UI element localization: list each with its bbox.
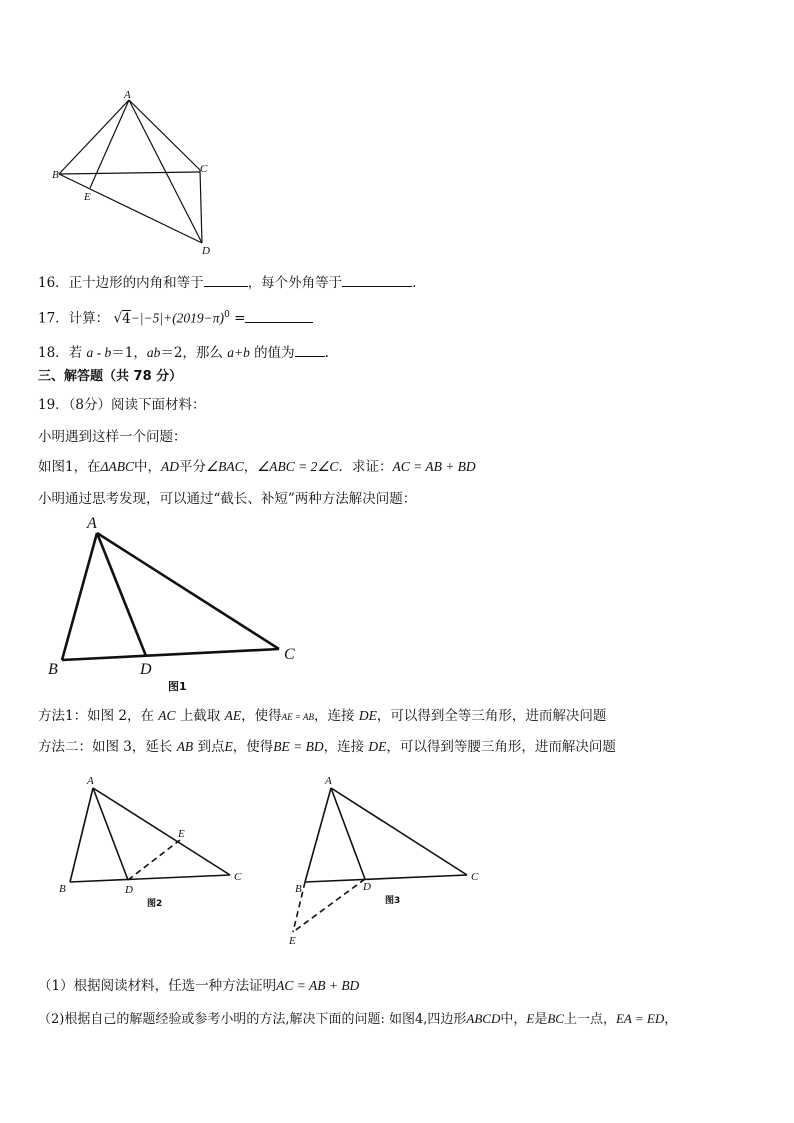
seg-AB (305, 788, 331, 882)
seg-AC (129, 100, 200, 170)
question-16: 16．正十边形的内角和等于 ，每个外角等于 ． (38, 272, 426, 292)
label-E: E (289, 935, 296, 947)
part-1: （1）根据阅读材料，任选一种方法证明AC = AB + BD (38, 978, 360, 994)
answer-blank-16b[interactable] (342, 272, 412, 287)
label-B: B (52, 169, 59, 181)
answer-blank-16a[interactable] (204, 272, 248, 287)
label-C: C (234, 871, 242, 883)
label-B: B (48, 661, 58, 678)
sqrt-symbol: √ (113, 310, 123, 327)
label-C: C (471, 871, 479, 883)
sqrt-radicand: 4 (122, 310, 131, 327)
seg-AD (93, 788, 128, 880)
seg-AB (62, 533, 97, 660)
label-D: D (363, 881, 371, 893)
method-1: 方法1：如图 2，在 AC 上截取 AE，使得AE = AB，连接 DE，可以得到全等三角形，进而解决问题 (38, 708, 607, 724)
label-A: A (87, 515, 97, 532)
seg-AB (59, 100, 129, 174)
label-B: B (59, 883, 66, 895)
q19-line1: 小明遇到这样一个问题： (38, 429, 187, 445)
seg-BC (305, 875, 467, 882)
seg-AC (97, 533, 279, 649)
seg-AD (97, 533, 146, 656)
seg-BD (59, 174, 202, 243)
figure-1 (44, 512, 314, 697)
label-C: C (200, 163, 208, 175)
question-18: 18．若 a - b＝1，ab＝2，那么 a+b 的值为 . (38, 342, 329, 362)
part-2: （2)根据自己的解题经验或参考小明的方法,解决下面的问题: 如图4,四边形ABCD中，E是BC上一点，EA = ED， (38, 1011, 678, 1027)
seg-DE (128, 840, 180, 880)
label-C: C (284, 646, 295, 663)
answer-blank-17[interactable] (245, 308, 313, 323)
label-A: A (87, 775, 94, 787)
seg-BC (62, 649, 279, 660)
top-figure (50, 90, 220, 260)
label-A: A (124, 89, 131, 101)
question-17: 17．计算： $√4-|-5|+(2019-\pi)^0$ = (38, 306, 313, 328)
seg-AD (331, 788, 365, 879)
caption-fig3: 图3 (385, 896, 401, 906)
q19-line2: 如图1，在ΔABC中，AD平分∠BAC，∠ABC = 2∠C．求证：AC = AB + BD (38, 459, 476, 475)
seg-AD (129, 100, 202, 243)
seg-AC (93, 788, 230, 875)
label-A: A (325, 775, 332, 787)
caption-fig2: 图2 (147, 899, 163, 909)
figure-2 (55, 772, 255, 912)
seg-AB (70, 788, 93, 882)
label-D: D (202, 245, 210, 257)
q19-intro: 19．（8分）阅读下面材料： (38, 397, 206, 413)
seg-AE (90, 100, 129, 188)
label-B: B (295, 883, 302, 895)
section-title: 三、解答题（共 78 分） (38, 369, 183, 384)
q19-line3: 小明通过思考发现，可以通过“截长、补短”两种方法解决问题： (38, 491, 417, 507)
seg-BC (59, 172, 200, 174)
answer-blank-18[interactable] (295, 342, 325, 357)
caption-fig1: 图1 (168, 680, 187, 693)
label-D: D (140, 661, 152, 678)
label-E: E (178, 828, 185, 840)
label-E: E (84, 191, 91, 203)
seg-CD (200, 170, 202, 243)
seg-BC (70, 875, 230, 882)
label-D: D (125, 884, 133, 896)
figure-3 (285, 772, 495, 952)
seg-AC (331, 788, 467, 875)
method-2: 方法二：如图 3，延长 AB 到点E，使得BE = BD，连接 DE，可以得到等腰三角形，进而解决问题 (38, 739, 616, 755)
